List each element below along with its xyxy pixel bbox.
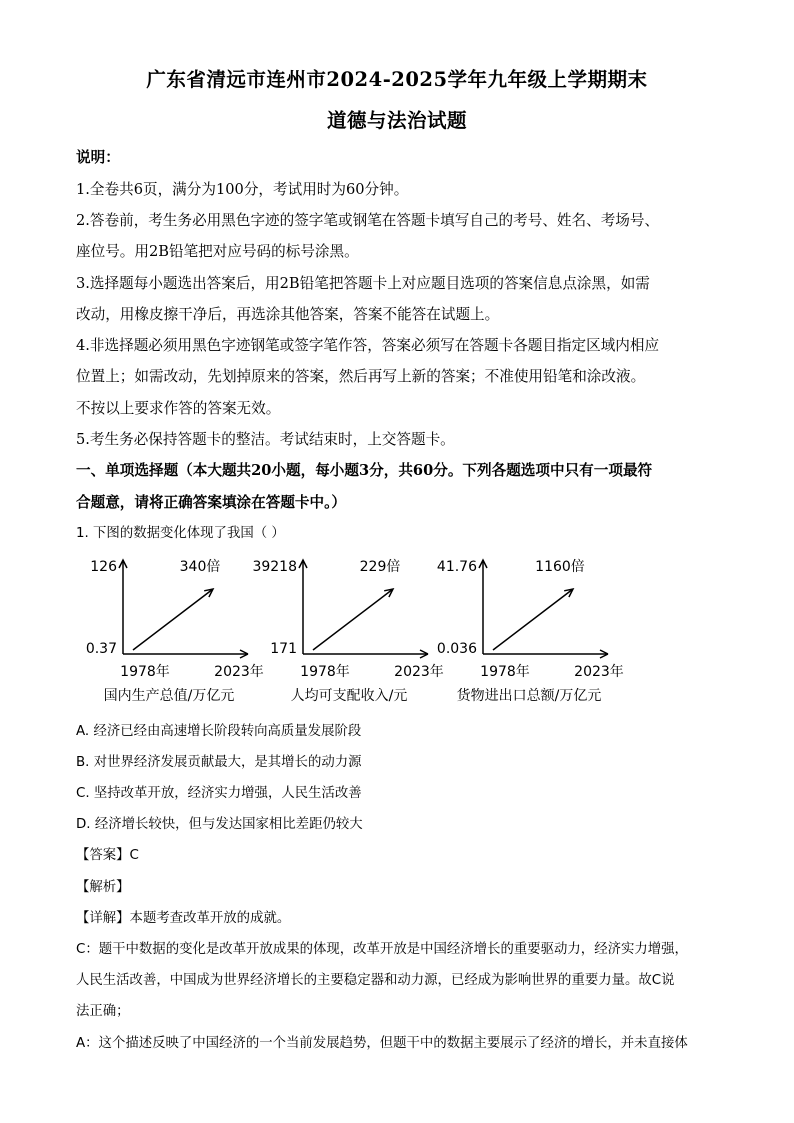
exam-title-line1: 广东省清远市连州市2024-2025学年九年级上学期期末 bbox=[146, 68, 648, 91]
explanation-line: 法正确； bbox=[76, 1004, 130, 1019]
x-axis-label: 人均可支配收入/元 bbox=[290, 688, 408, 704]
growth-label: 340倍 bbox=[179, 559, 221, 575]
y-start-label: 0.036 bbox=[436, 641, 477, 657]
instruction-line: 1.全卷共6页，满分为100分，考试用时为60分钟。 bbox=[76, 181, 409, 198]
x-tick-label: 2023年 bbox=[394, 664, 444, 680]
instruction-line: 2.答卷前，考生务必用黑色字迹的签字笔或钢笔在答题卡填写自己的考号、姓名、考场号、 bbox=[76, 212, 660, 229]
exam-title-line2: 道德与法治试题 bbox=[326, 109, 467, 132]
analysis-heading: 【解析】 bbox=[76, 880, 130, 895]
question-1-figure bbox=[80, 548, 640, 713]
growth-charts-svg bbox=[80, 548, 640, 713]
x-tick-label: 2023年 bbox=[214, 664, 264, 680]
explanation-line: A：这个描述反映了中国经济的一个当前发展趋势，但题干中的数据主要展示了经济的增长，并未直接体 bbox=[76, 1036, 688, 1051]
section-heading-line2: 合题意，请将正确答案填涂在答题卡中。） bbox=[76, 494, 346, 511]
growth-line bbox=[313, 589, 393, 650]
option-c: C. 坚持改革开放，经济实力增强，人民生活改善 bbox=[76, 786, 362, 801]
x-tick-label: 1978年 bbox=[300, 664, 350, 680]
instruction-line: 4.非选择题必须用黑色字迹钢笔或签字笔作答，答案必须写在答题卡各题目指定区域内相应 bbox=[76, 337, 660, 354]
answer-label: 【答案】C bbox=[76, 848, 139, 863]
instruction-line: 位置上；如需改动，先划掉原来的答案，然后再写上新的答案；不准使用铅笔和涂改液。 bbox=[76, 368, 646, 385]
option-a: A. 经济已经由高速增长阶段转向高质量发展阶段 bbox=[76, 724, 362, 739]
detail-line: 【详解】本题考查改革开放的成就。 bbox=[76, 911, 291, 926]
y-top-label: 39218 bbox=[252, 559, 297, 575]
instruction-line: 改动，用橡皮擦干净后，再选涂其他答案，答案不能答在试题上。 bbox=[76, 306, 500, 323]
instruction-line: 座位号。用2B铅笔把对应号码的标号涂黑。 bbox=[76, 243, 359, 260]
instruction-line: 5.考生务必保持答题卡的整洁。考试结束时，上交答题卡。 bbox=[76, 431, 455, 448]
explanation-line: C：题干中数据的变化是改革开放成果的体现，改革开放是中国经济增长的重要驱动力，经济实力增强， bbox=[76, 942, 688, 957]
x-tick-label: 1978年 bbox=[120, 664, 170, 680]
y-start-label: 0.37 bbox=[85, 641, 117, 657]
x-axis-label: 国内生产总值/万亿元 bbox=[103, 688, 235, 704]
option-d: D. 经济增长较快，但与发达国家相比差距仍较大 bbox=[76, 817, 363, 832]
instruction-line: 不按以上要求作答的答案无效。 bbox=[76, 400, 281, 417]
question-1-stem: 1. 下图的数据变化体现了我国（ ） bbox=[76, 526, 285, 541]
option-b: B. 对世界经济发展贡献最大，是其增长的动力源 bbox=[76, 755, 362, 770]
section-heading-line1: 一、单项选择题（本大题共20小题，每小题3分，共60分。下列各题选项中只有一项最符 bbox=[76, 462, 653, 479]
x-tick-label: 1978年 bbox=[480, 664, 530, 680]
growth-label: 229倍 bbox=[359, 559, 401, 575]
growth-line bbox=[493, 589, 573, 650]
x-tick-label: 2023年 bbox=[574, 664, 624, 680]
y-start-label: 171 bbox=[270, 641, 297, 657]
instruction-line: 3.选择题每小题选出答案后，用2B铅笔把答题卡上对应题目选项的答案信息点涂黑，如需 bbox=[76, 275, 650, 292]
y-top-label: 126 bbox=[90, 559, 117, 575]
instructions-heading: 说明： bbox=[76, 149, 120, 166]
y-top-label: 41.76 bbox=[436, 559, 477, 575]
x-axis-label: 货物进出口总额/万亿元 bbox=[456, 688, 602, 704]
growth-label: 1160倍 bbox=[535, 559, 585, 575]
explanation-line: 人民生活改善，中国成为世界经济增长的主要稳定器和动力源，已经成为影响世界的重要力量。故C说 bbox=[76, 973, 675, 988]
growth-line bbox=[133, 589, 213, 650]
